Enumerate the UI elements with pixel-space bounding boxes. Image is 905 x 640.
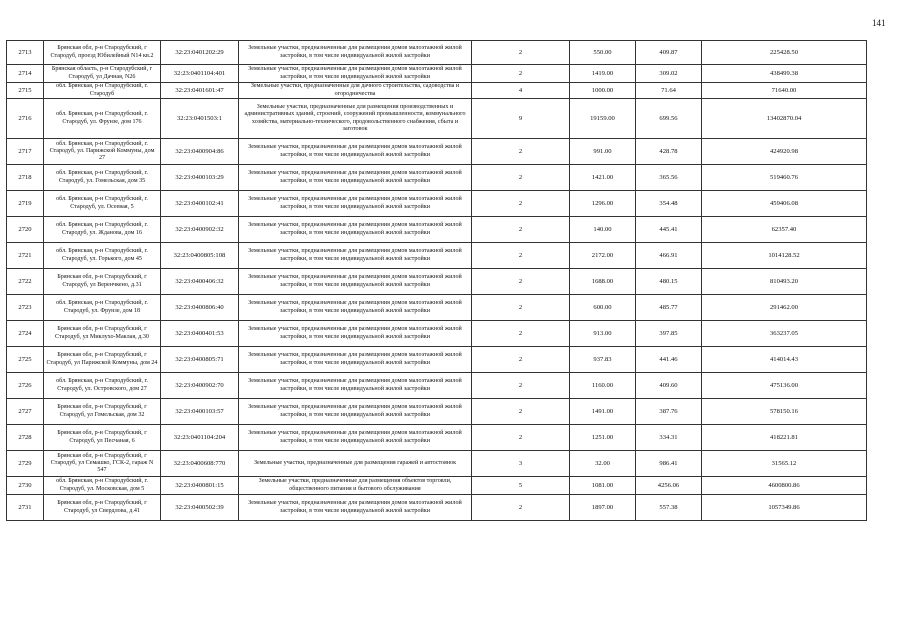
address-cell: обл. Брянская, р-н Стародубский, г. Стародуб, ул. Островского, дом 27 [44, 373, 161, 399]
group-number-cell: 2 [472, 165, 570, 191]
table-row [7, 165, 867, 191]
cadastral-value-cell: 291462.00 [702, 295, 867, 321]
row-number: 2716 [7, 99, 44, 139]
area-cell: 550.00 [570, 41, 636, 65]
table-row [7, 269, 867, 295]
row-number: 2718 [7, 165, 44, 191]
land-purpose-cell: Земельные участки, предназначенные для размещения домов малоэтажной жилой застройки, в том числе индивидуальной жилой застройки [239, 165, 472, 191]
area-cell: 19159.00 [570, 99, 636, 139]
address-cell: обл. Брянская, р-н Стародубский, г. Стародуб, ул. Гомельская, дом 35 [44, 165, 161, 191]
specific-value-cell: 699.56 [636, 99, 702, 139]
land-purpose-cell: Земельные участки, предназначенные для размещения домов малоэтажной жилой застройки, в том числе индивидуальной жилой застройки [239, 269, 472, 295]
table-row [7, 451, 867, 477]
land-purpose-cell: Земельные участки, предназначенные для размещения домов малоэтажной жилой застройки, в том числе индивидуальной жилой застройки [239, 347, 472, 373]
group-number-cell: 2 [472, 191, 570, 217]
table-row [7, 347, 867, 373]
cadastral-value-cell: 810493.20 [702, 269, 867, 295]
group-number-cell: 3 [472, 451, 570, 477]
specific-value-cell: 485.77 [636, 295, 702, 321]
address-cell: Брянская обл, р-н Стародубский, г Стародуб, ул Миклухо-Маклая, д.30 [44, 321, 161, 347]
area-cell: 991.00 [570, 139, 636, 165]
area-cell: 913.00 [570, 321, 636, 347]
address-cell: обл. Брянская, р-н Стародубский, г. Стародуб [44, 83, 161, 99]
cadastral-value-cell: 438499.38 [702, 65, 867, 83]
area-cell: 1421.00 [570, 165, 636, 191]
cadastral-value-cell: 4600800.86 [702, 477, 867, 495]
table-row [7, 243, 867, 269]
address-cell: обл. Брянская, р-н Стародубский, г. Стародуб, ул. Горького, дом 45 [44, 243, 161, 269]
table-row [7, 477, 867, 495]
area-cell: 600.00 [570, 295, 636, 321]
table-row [7, 83, 867, 99]
group-number-cell: 2 [472, 41, 570, 65]
specific-value-cell: 466.91 [636, 243, 702, 269]
specific-value-cell: 409.87 [636, 41, 702, 65]
table-row [7, 99, 867, 139]
area-cell: 1296.00 [570, 191, 636, 217]
group-number-cell: 9 [472, 99, 570, 139]
table-row [7, 217, 867, 243]
cadastral-number-cell: 32:23:0400102:41 [161, 191, 239, 217]
specific-value-cell: 387.76 [636, 399, 702, 425]
area-cell: 32.00 [570, 451, 636, 477]
row-number: 2715 [7, 83, 44, 99]
land-purpose-cell: Земельные участки, предназначенные для размещения домов малоэтажной жилой застройки, в том числе индивидуальной жилой застройки [239, 373, 472, 399]
address-cell: Брянская обл, р-н Стародубский, г Стародуб, ул Веренчкено, д.31 [44, 269, 161, 295]
address-cell: Брянская обл, р-н Стародубский, г Стародуб, ул Гомельская, дом 32 [44, 399, 161, 425]
table-row [7, 495, 867, 521]
group-number-cell: 2 [472, 243, 570, 269]
cadastral-value-cell: 459406.08 [702, 191, 867, 217]
area-cell: 140.00 [570, 217, 636, 243]
table-row [7, 191, 867, 217]
row-number: 2729 [7, 451, 44, 477]
row-number: 2717 [7, 139, 44, 165]
cadastral-number-cell: 32:23:0401601:47 [161, 83, 239, 99]
land-plots-table [6, 40, 867, 521]
cadastral-value-cell: 1057349.86 [702, 495, 867, 521]
specific-value-cell: 71.64 [636, 83, 702, 99]
specific-value-cell: 309.02 [636, 65, 702, 83]
table-row [7, 295, 867, 321]
group-number-cell: 2 [472, 217, 570, 243]
row-number: 2722 [7, 269, 44, 295]
land-purpose-cell: Земельные участки, предназначенные для размещения домов малоэтажной жилой застройки, в том числе индивидуальной жилой застройки [239, 139, 472, 165]
land-purpose-cell: Земельные участки, предназначенные для размещения гаражей и автостоянок [239, 451, 472, 477]
cadastral-value-cell: 1014128.52 [702, 243, 867, 269]
area-cell: 1688.00 [570, 269, 636, 295]
area-cell: 1897.00 [570, 495, 636, 521]
cadastral-value-cell: 62357.40 [702, 217, 867, 243]
row-number: 2725 [7, 347, 44, 373]
table-row [7, 373, 867, 399]
group-number-cell: 4 [472, 83, 570, 99]
specific-value-cell: 354.48 [636, 191, 702, 217]
specific-value-cell: 397.85 [636, 321, 702, 347]
cadastral-value-cell: 31565.12 [702, 451, 867, 477]
cadastral-number-cell: 32:23:0400902:70 [161, 373, 239, 399]
cadastral-number-cell: 32:23:0400902:32 [161, 217, 239, 243]
row-number: 2730 [7, 477, 44, 495]
table-body [7, 41, 867, 521]
cadastral-number-cell: 32:23:0401202:29 [161, 41, 239, 65]
cadastral-value-cell: 578150.16 [702, 399, 867, 425]
address-cell: Брянская обл, р-н Стародубский, г Стародуб, проезд Юбилейный N14 кв.2 [44, 41, 161, 65]
address-cell: Брянская область, р-н Стародубский, г Стародуб, ул Дачная, N26 [44, 65, 161, 83]
group-number-cell: 2 [472, 347, 570, 373]
group-number-cell: 2 [472, 139, 570, 165]
cadastral-number-cell: 32:23:0400904:86 [161, 139, 239, 165]
address-cell: Брянская обл, р-н Стародубский, г Стародуб, ул Песчаная, 6 [44, 425, 161, 451]
area-cell: 1491.00 [570, 399, 636, 425]
address-cell: обл. Брянская, р-н Стародубский, г. Стародуб, ул. Парижской Коммуны, дом 27 [44, 139, 161, 165]
land-purpose-cell: Земельные участки, предназначенные для размещения домов малоэтажной жилой застройки, в том числе индивидуальной жилой застройки [239, 65, 472, 83]
land-purpose-cell: Земельные участки, предназначенные для размещения домов малоэтажной жилой застройки, в том числе индивидуальной жилой застройки [239, 399, 472, 425]
area-cell: 1000.00 [570, 83, 636, 99]
group-number-cell: 2 [472, 399, 570, 425]
group-number-cell: 2 [472, 321, 570, 347]
row-number: 2727 [7, 399, 44, 425]
cadastral-number-cell: 32:23:0400103:57 [161, 399, 239, 425]
cadastral-number-cell: 32:23:0400103:29 [161, 165, 239, 191]
group-number-cell: 2 [472, 373, 570, 399]
specific-value-cell: 441.46 [636, 347, 702, 373]
area-cell: 1160.00 [570, 373, 636, 399]
specific-value-cell: 4256.06 [636, 477, 702, 495]
table-row [7, 321, 867, 347]
land-purpose-cell: Земельные участки, предназначенные для дачного строительства, садоводства и огородничества [239, 83, 472, 99]
land-purpose-cell: Земельные участки, предназначенные для размещения домов малоэтажной жилой застройки, в том числе индивидуальной жилой застройки [239, 217, 472, 243]
cadastral-value-cell: 414014.43 [702, 347, 867, 373]
address-cell: Брянская обл, р-н Стародубский, г Стародуб, ул Семашко, ГСК-2, гараж N 547 [44, 451, 161, 477]
row-number: 2724 [7, 321, 44, 347]
row-number: 2728 [7, 425, 44, 451]
land-purpose-cell: Земельные участки, предназначенные для размещения объектов торговли, общественного питания и бытового обслуживания [239, 477, 472, 495]
cadastral-number-cell: 32:23:0400406:32 [161, 269, 239, 295]
land-purpose-cell: Земельные участки, предназначенные для размещения домов малоэтажной жилой застройки, в том числе индивидуальной жилой застройки [239, 495, 472, 521]
cadastral-value-cell: 424920.98 [702, 139, 867, 165]
land-purpose-cell: Земельные участки, предназначенные для размещения домов малоэтажной жилой застройки, в том числе индивидуальной жилой застройки [239, 295, 472, 321]
specific-value-cell: 409.60 [636, 373, 702, 399]
land-purpose-cell: Земельные участки, предназначенные для размещения домов малоэтажной жилой застройки, в том числе индивидуальной жилой застройки [239, 243, 472, 269]
address-cell: обл. Брянская, р-н Стародубский, г. Стародуб, ул. Осеевая, 5 [44, 191, 161, 217]
cadastral-value-cell: 363237.05 [702, 321, 867, 347]
cadastral-number-cell: 32:23:0400502:39 [161, 495, 239, 521]
cadastral-value-cell: 519460.76 [702, 165, 867, 191]
cadastral-number-cell: 32:23:0400805:71 [161, 347, 239, 373]
group-number-cell: 5 [472, 477, 570, 495]
cadastral-number-cell: 32:23:0401503:1 [161, 99, 239, 139]
specific-value-cell: 428.78 [636, 139, 702, 165]
row-number: 2714 [7, 65, 44, 83]
cadastral-number-cell: 32:23:0401104:401 [161, 65, 239, 83]
specific-value-cell: 365.56 [636, 165, 702, 191]
group-number-cell: 2 [472, 425, 570, 451]
group-number-cell: 2 [472, 295, 570, 321]
address-cell: обл. Брянская, р-н Стародубский, г. Стародуб, ул. Фрунзе, дом 176 [44, 99, 161, 139]
group-number-cell: 2 [472, 495, 570, 521]
table-row [7, 65, 867, 83]
table-row [7, 139, 867, 165]
row-number: 2731 [7, 495, 44, 521]
table-row [7, 425, 867, 451]
cadastral-number-cell: 32:23:0401104:204 [161, 425, 239, 451]
cadastral-number-cell: 32:23:0400608:770 [161, 451, 239, 477]
address-cell: обл. Брянская, р-н Стародубский, г. Стародуб, ул. Фрунзе, дом 18 [44, 295, 161, 321]
row-number: 2726 [7, 373, 44, 399]
land-purpose-cell: Земельные участки, предназначенные для размещения домов малоэтажной жилой застройки, в том числе индивидуальной жилой застройки [239, 41, 472, 65]
table-row [7, 399, 867, 425]
row-number: 2719 [7, 191, 44, 217]
cadastral-number-cell: 32:23:0400806:40 [161, 295, 239, 321]
cadastral-value-cell: 225428.50 [702, 41, 867, 65]
group-number-cell: 2 [472, 269, 570, 295]
specific-value-cell: 986.41 [636, 451, 702, 477]
area-cell: 1251.00 [570, 425, 636, 451]
address-cell: Брянская обл, р-н Стародубский, г Стародуб, ул Парижской Коммуны, дом 24 [44, 347, 161, 373]
cadastral-value-cell: 13402870.04 [702, 99, 867, 139]
area-cell: 1081.00 [570, 477, 636, 495]
table-row [7, 41, 867, 65]
cadastral-number-cell: 32:23:0400805:108 [161, 243, 239, 269]
land-purpose-cell: Земельные участки, предназначенные для размещения домов малоэтажной жилой застройки, в том числе индивидуальной жилой застройки [239, 191, 472, 217]
address-cell: Брянская обл, р-н Стародубский, г Стародуб, ул Свердлова, д.41 [44, 495, 161, 521]
cadastral-value-cell: 418221.81 [702, 425, 867, 451]
group-number-cell: 2 [472, 65, 570, 83]
row-number: 2723 [7, 295, 44, 321]
address-cell: обл. Брянская, р-н Стародубский, г. Стародуб, ул. Жданова, дом 16 [44, 217, 161, 243]
land-purpose-cell: Земельные участки, предназначенные для размещения производственных и административных зданий, строений, сооружений промышленности, коммунального хозяйства, материально-технического, продовольственного снабжения, сбыта и заготовок [239, 99, 472, 139]
area-cell: 2172.00 [570, 243, 636, 269]
specific-value-cell: 480.15 [636, 269, 702, 295]
area-cell: 1419.00 [570, 65, 636, 83]
row-number: 2721 [7, 243, 44, 269]
page-number: 141 [872, 18, 886, 28]
specific-value-cell: 557.38 [636, 495, 702, 521]
cadastral-value-cell: 475136.00 [702, 373, 867, 399]
land-purpose-cell: Земельные участки, предназначенные для размещения домов малоэтажной жилой застройки, в том числе индивидуальной жилой застройки [239, 425, 472, 451]
row-number: 2713 [7, 41, 44, 65]
cadastral-number-cell: 32:23:0400801:15 [161, 477, 239, 495]
cadastral-value-cell: 71640.00 [702, 83, 867, 99]
cadastral-number-cell: 32:23:0400401:53 [161, 321, 239, 347]
row-number: 2720 [7, 217, 44, 243]
area-cell: 937.83 [570, 347, 636, 373]
address-cell: обл. Брянская, р-н Стародубский, г. Стародуб, ул. Московская, дом 5 [44, 477, 161, 495]
specific-value-cell: 445.41 [636, 217, 702, 243]
specific-value-cell: 334.31 [636, 425, 702, 451]
land-purpose-cell: Земельные участки, предназначенные для размещения домов малоэтажной жилой застройки, в том числе индивидуальной жилой застройки [239, 321, 472, 347]
